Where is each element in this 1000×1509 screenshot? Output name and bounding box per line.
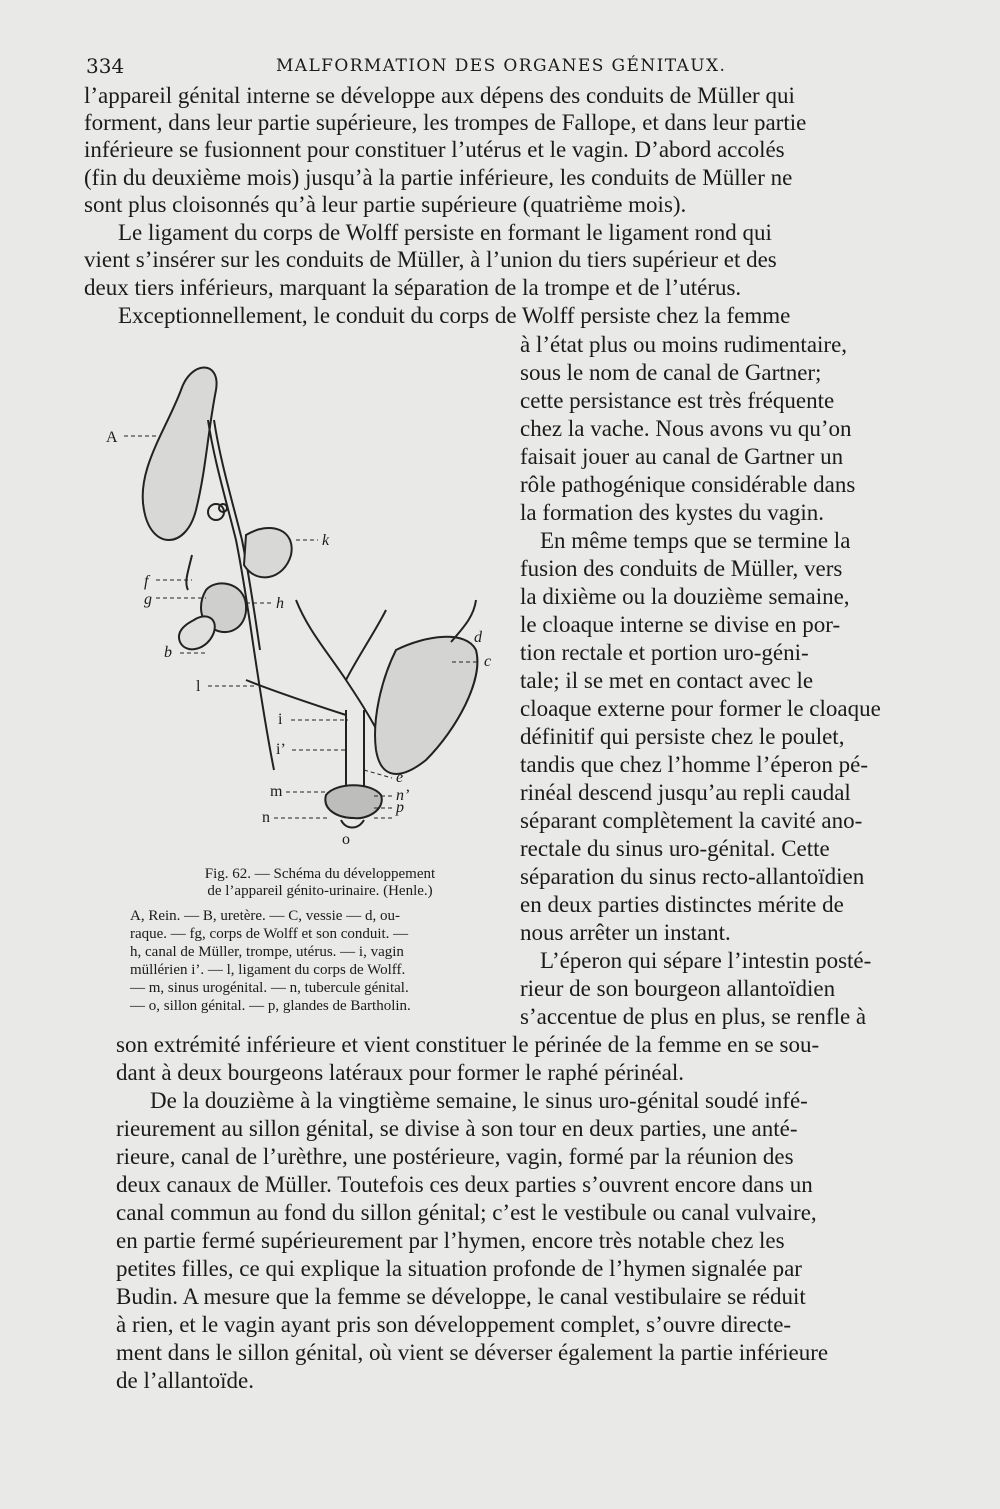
page-number: 334 <box>86 54 125 78</box>
body-text-line: la formation des kystes du vagin. <box>520 500 825 525</box>
body-text-line: Le ligament du corps de Wolff persiste en formant le ligament rond qui <box>118 220 772 245</box>
body-text-line: L’éperon qui sépare l’intestin posté- <box>540 948 872 973</box>
body-text-line: cloaque externe pour former le cloaque <box>520 696 881 721</box>
body-text-line: s’accentue de plus en plus, se renfle à <box>520 1004 867 1029</box>
body-text-line: Budin. A mesure que la femme se développe, le canal vestibulaire se réduit <box>116 1284 806 1309</box>
body-text-line: faisait jouer au canal de Gartner un <box>520 444 844 469</box>
figure-label-d: d <box>474 629 482 646</box>
figure-label-m: m <box>270 783 283 800</box>
figure-label-n: n <box>262 809 270 826</box>
body-text-line: nous arrêter un instant. <box>520 920 731 945</box>
figure-label-g: g <box>144 591 152 608</box>
body-text-line: rieurement au sillon génital, se divise à son tour en deux parties, une anté- <box>116 1116 798 1141</box>
body-text-line: (fin du deuxième mois) jusqu’à la partie inférieure, les conduits de Müller ne <box>84 165 793 190</box>
figure-label-b: b <box>164 644 172 661</box>
figure-label-a: A <box>106 429 118 446</box>
body-text-line: forment, dans leur partie supérieure, les trompes de Fallope, et dans leur partie <box>84 110 807 135</box>
figure-label-o: o <box>342 831 350 848</box>
body-text-line: sont plus cloisonnés qu’à leur partie supérieure (quatrième mois). <box>84 192 687 217</box>
body-text-line: de l’allantoïde. <box>116 1368 254 1393</box>
body-text-line: rôle pathogénique considérable dans <box>520 472 856 497</box>
body-text-line: définitif qui persiste chez le poulet, <box>520 724 845 749</box>
body-text-line: petites filles, ce qui explique la situation profonde de l’hymen signalée par <box>116 1256 802 1281</box>
body-text-line: deux canaux de Müller. Toutefois ces deux parties s’ouvrent encore dans un <box>116 1172 813 1197</box>
body-text-line: tale; il se met en contact avec le <box>520 668 814 693</box>
body-text-line: rectale du sinus uro-génital. Cette <box>520 836 830 861</box>
figure-caption-title: Fig. 62. — Schéma du développement <box>204 866 436 882</box>
figure-label-c: c <box>484 653 492 670</box>
figure-label-h: h <box>276 595 284 612</box>
body-text-line: tion rectale et portion uro-géni- <box>520 640 809 665</box>
figure-legend-line: — o, sillon génital. — p, glandes de Bartholin. <box>130 998 411 1014</box>
figure-legend-line: h, canal de Müller, trompe, utérus. — i, vagin <box>130 944 404 960</box>
body-text-line: séparation du sinus recto-allantoïdien <box>520 864 865 889</box>
figure-label-i: i <box>278 711 283 728</box>
body-text-line: à rien, et le vagin ayant pris son développement complet, s’ouvre directe- <box>116 1312 792 1337</box>
figure-legend-line: müllérien i’. — l, ligament du corps de Wolff. <box>130 962 406 978</box>
figure-label-e: e <box>396 769 404 786</box>
body-text-line: rinéal descend jusqu’au repli caudal <box>520 780 851 805</box>
body-text-line: son extrémité inférieure et vient constituer le périnée de la femme en se sou- <box>116 1032 820 1057</box>
page-header <box>86 54 926 82</box>
figure-legend-line: raque. — fg, corps de Wolff et son conduit. — <box>130 926 409 942</box>
figure-62-illustration <box>96 350 516 850</box>
running-head: MALFORMATION DES ORGANES GÉNITAUX. <box>276 56 727 76</box>
body-text-line: l’appareil génital interne se développe aux dépens des conduits de Müller qui <box>84 83 795 108</box>
figure-label-n-prime: n’ <box>396 787 410 804</box>
body-text-line: chez la vache. Nous avons vu qu’on <box>520 416 852 441</box>
body-text-line: séparant complètement la cavité ano- <box>520 808 863 833</box>
body-text-line: à l’état plus ou moins rudimentaire, <box>520 332 848 357</box>
figure-label-i-prime: i’ <box>276 741 286 758</box>
body-text-line: en partie fermé supérieurement par l’hymen, encore très notable chez les <box>116 1228 785 1253</box>
body-text-line: canal commun au fond du sillon génital; c’est le vestibule ou canal vulvaire, <box>116 1200 817 1225</box>
body-text-line: cette persistance est très fréquente <box>520 388 835 413</box>
figure-legend-line: — m, sinus urogénital. — n, tubercule génital. <box>130 980 409 996</box>
body-text-line: en deux parties distinctes mérite de <box>520 892 844 917</box>
figure-caption-title: de l’appareil génito-urinaire. (Henle.) <box>207 883 433 899</box>
body-text-line: la dixième ou la douzième semaine, <box>520 584 850 609</box>
figure-legend-line: A, Rein. — B, uretère. — C, vessie — d, ou- <box>130 908 400 924</box>
body-text-line: En même temps que se termine la <box>540 528 851 553</box>
figure-svg <box>96 350 516 850</box>
body-text-line: Exceptionnellement, le conduit du corps de Wolff persiste chez la femme <box>118 303 791 328</box>
body-text-line: tandis que chez l’homme l’éperon pé- <box>520 752 869 777</box>
body-text-line: inférieure se fusionnent pour constituer l’utérus et le vagin. D’abord accolés <box>84 137 785 162</box>
body-text-line: rieur de son bourgeon allantoïdien <box>520 976 836 1001</box>
figure-label-l: l <box>196 678 201 695</box>
body-text-line: deux tiers inférieurs, marquant la séparation de la trompe et de l’utérus. <box>84 275 742 300</box>
body-text-line: le cloaque interne se divise en por- <box>520 612 841 637</box>
body-text-line: ment dans le sillon génital, où vient se déverser également la partie inférieure <box>116 1340 829 1365</box>
body-text-line: De la douzième à la vingtième semaine, le sinus uro-génital soudé infé- <box>150 1088 808 1113</box>
body-text-line: fusion des conduits de Müller, vers <box>520 556 843 581</box>
figure-label-k: k <box>322 532 330 549</box>
body-text-line: sous le nom de canal de Gartner; <box>520 360 822 385</box>
body-text-line: rieure, canal de l’urèthre, une postérieure, vagin, formé par la réunion des <box>116 1144 794 1169</box>
body-text-line: vient s’insérer sur les conduits de Müller, à l’union du tiers supérieur et des <box>84 247 777 272</box>
body-text-line: dant à deux bourgeons latéraux pour former le raphé périnéal. <box>116 1060 684 1085</box>
figure-label-p: p <box>396 799 404 816</box>
figure-label-f: f <box>144 573 149 590</box>
